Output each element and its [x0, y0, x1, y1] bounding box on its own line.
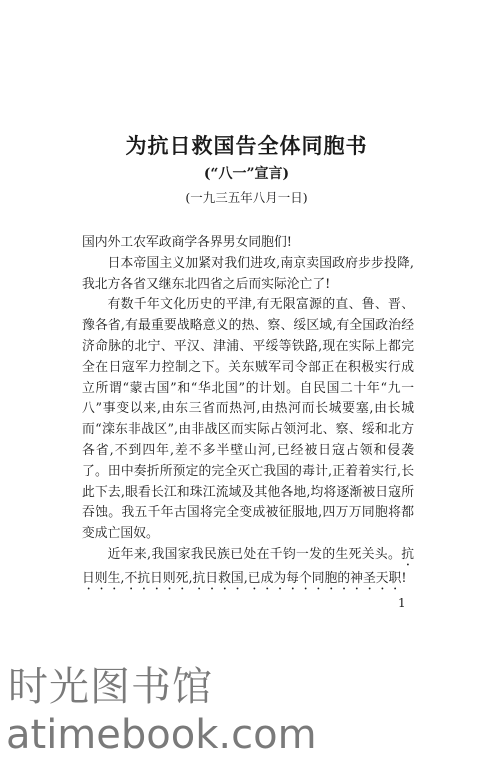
page-subtitle: (“八一”宣言)	[203, 166, 290, 182]
page-number: 1	[398, 596, 406, 610]
paragraph-3-emphasis: 抗日则生,不抗日则死,抗日救国,已成为每个同胞的神圣天职!	[82, 546, 414, 586]
paragraph-2: 有数千年文化历史的平津,有无限富源的直、鲁、晋、豫各省,有最重要战略意义的热、察、绥区域,有全国政治经济命脉的北宁、平汉、津浦、平绥等铁路,现在实际上都完全在日寇军力控制之下。关东贼军司令部正在积极实行成立所谓“蒙古国”和“华北国”的计划。自民国二十年“九一八”事变以来,由东三省而热河,由热河而长城要塞,由长城而“滦东非战区”,由非战区而实际占领河北、察、绥和北方各省,不到四年,差不多半壁山河,已经被日寇占领和侵袭了。田中奏折所预定的完全灭亡我国的毒计,正着着实行,长此下去,眼看长江和珠江流域及其他各地,均将逐渐被日寇所吞蚀。我五千年古国将完全变成被征服地,四万万同胞将都变成亡国奴。	[82, 297, 414, 542]
paragraph-1: 日本帝国主义加紧对我们进攻,南京卖国政府步步投降,我北方各省又继东北四省之后而实际沦亡了!	[82, 255, 414, 292]
paragraph-3	[82, 545, 414, 593]
watermark-chinese: 时光图书馆	[8, 664, 213, 710]
document-date: (一九三五年八月一日)	[185, 190, 308, 205]
document-body	[82, 233, 414, 593]
salutation: 国内外工农军政商学各界男女同胞们!	[82, 235, 292, 250]
page-title: 为抗日救国告全体同胞书	[125, 134, 368, 158]
paragraph-3-plain: 近年来,我国家我民族已处在千钧一发的生死关头。	[107, 546, 402, 562]
watermark-url: atimebook.com	[6, 712, 317, 758]
